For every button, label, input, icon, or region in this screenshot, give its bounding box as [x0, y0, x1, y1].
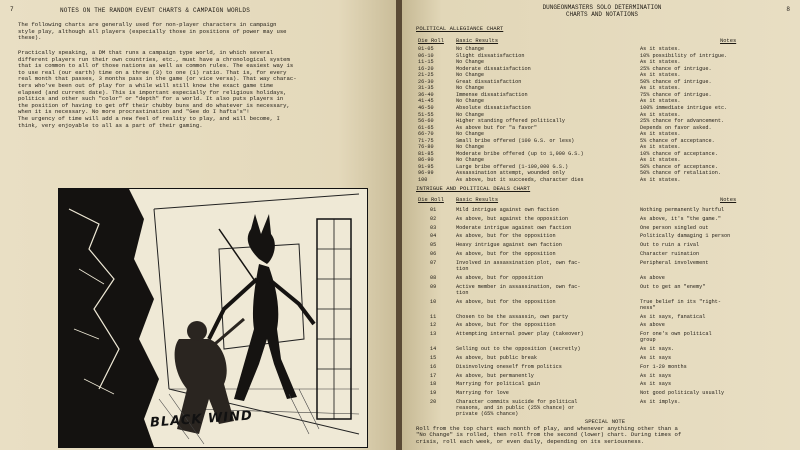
table-row — [416, 364, 794, 370]
table-row — [416, 390, 794, 396]
table-row — [416, 164, 794, 170]
notes-cell: 50% chance of retaliation. — [640, 170, 721, 177]
notes-cell: 50% chance of acceptance. — [640, 163, 718, 170]
text-line: crisis, roll each week, or even daily, depending on its seriousness. — [416, 437, 645, 445]
result-cell: As above but for "a favor" — [456, 124, 537, 131]
column-header: Notes — [720, 38, 737, 44]
die-roll-cell: 19 — [430, 390, 437, 397]
die-roll-cell: 41-45 — [418, 98, 434, 105]
text-line: The urgency of time will add a new feel of reality to play, and will become, I — [18, 114, 280, 122]
text-line: elapsed (and current date). This is important especially for religious holidays, — [18, 88, 287, 96]
result-cell: No Change — [456, 131, 485, 138]
notes-cell: As it says — [640, 355, 672, 361]
result-cell: No Change — [456, 111, 485, 118]
notes-cell: As above — [640, 274, 665, 281]
table-row — [416, 216, 794, 222]
notes-cell: 25% chance of intrigue. — [640, 65, 712, 72]
notes-cell: As it states. — [640, 98, 681, 105]
die-roll-cell: 11 — [430, 313, 437, 320]
result-cell: No Change — [456, 72, 485, 79]
result-cell: Character commits suicide for political reasons, and in public (25% chance) or private (65% chance) — [456, 399, 578, 418]
die-roll-cell: 66-70 — [418, 131, 434, 138]
die-roll-cell: 21-25 — [418, 72, 434, 79]
notes-cell: As it states. — [640, 144, 681, 151]
die-roll-cell: 61-65 — [418, 124, 434, 131]
campaign-paragraph — [18, 50, 378, 129]
die-roll-cell: 01-05 — [418, 46, 434, 52]
notes-cell: As it says, fanatical — [640, 313, 706, 320]
die-roll-cell: 14 — [430, 346, 437, 353]
table-row — [416, 275, 794, 281]
notes-cell: Nothing permanently hurtful — [640, 207, 725, 213]
result-cell: As above, but for the opposition — [456, 233, 556, 240]
table-row — [416, 138, 794, 144]
notes-cell: As it says — [640, 381, 672, 388]
table-row — [416, 118, 794, 124]
result-cell: No Change — [456, 144, 485, 151]
illustration-caption: BLACK WIND — [149, 408, 254, 431]
notes-cell: As it says. — [640, 346, 675, 353]
table-row — [416, 59, 794, 65]
result-cell: No Change — [456, 157, 485, 164]
result-cell: Active member in assassination, own fac- tion — [456, 283, 581, 296]
notes-cell: As above, it's "the game." — [640, 215, 721, 222]
die-roll-cell: 51-55 — [418, 111, 434, 118]
result-cell: Moderate intrigue against own faction — [456, 224, 572, 231]
notes-cell: For one's own political group — [640, 331, 712, 344]
notes-cell: 75% chance of intrigue. — [640, 91, 712, 98]
notes-cell: As it states. — [640, 131, 681, 138]
column-header: Die Roll — [418, 38, 444, 44]
result-cell: No Change — [456, 85, 485, 92]
text-line: Roll from the top chart each month of play, and whenever anything other than a — [416, 424, 678, 432]
result-cell: Large bribe offered (1-100,000 G.S.) — [456, 163, 569, 170]
notes-cell: As it states. — [640, 85, 681, 92]
notes-cell: As it implys. — [640, 399, 681, 405]
text-line: real month that passes, 3 months pass in the game (or vice versa). That way charac- — [18, 75, 297, 83]
table-row — [416, 251, 794, 257]
chart-title: INTRIGUE AND POLITICAL DEALS CHART — [416, 185, 531, 192]
page-number-left: 7 — [10, 6, 14, 13]
notes-cell: As it says — [640, 372, 672, 379]
illustration-black-wind — [58, 188, 368, 448]
table-row — [416, 112, 794, 118]
notes-cell: 25% chance for advancement. — [640, 118, 725, 125]
result-cell: No Change — [456, 98, 485, 105]
result-cell: Great dissatisfaction — [456, 78, 522, 85]
die-roll-cell: 10 — [430, 298, 437, 305]
result-cell: Disinvolving oneself from politics — [456, 363, 562, 370]
result-cell: Involved in assassination plot, own fac- tion — [456, 259, 581, 272]
notes-cell: 50% chance of intrigue. — [640, 78, 712, 85]
text-line: style play, although all players (especially those in positions of power may use — [18, 27, 287, 35]
table-row — [416, 177, 794, 183]
text-line: ters who've been out of play for a while will still know the exact game time — [18, 81, 274, 89]
text-line: these). — [18, 34, 42, 42]
column-header: Basic Results — [456, 38, 499, 44]
column-header: Die Roll — [418, 197, 444, 203]
table-row — [416, 157, 794, 163]
notes-cell: True belief in its "right- ness" — [640, 298, 721, 311]
table-row — [416, 207, 794, 213]
column-header: Notes — [720, 197, 737, 203]
table-row — [416, 46, 794, 52]
table-row — [416, 105, 794, 111]
table-row — [416, 151, 794, 157]
notes-cell: As it states. — [640, 59, 681, 66]
result-cell: Chosen to be the assassin, own party — [456, 313, 569, 320]
table-row — [416, 373, 794, 379]
notes-cell: As it states. — [640, 46, 681, 52]
die-roll-cell: 71-75 — [418, 137, 434, 144]
result-cell: Mild intrigue against own faction — [456, 207, 559, 213]
table-row — [416, 125, 794, 131]
die-roll-cell: 11-15 — [418, 59, 434, 66]
table-row — [416, 66, 794, 72]
text-line: to use real (our earth) time on a three (3) to one (1) ratio. That is, for every — [18, 68, 287, 76]
die-roll-cell: 100 — [418, 177, 428, 183]
chart-title: POLITICAL ALLEGIANCE CHART — [416, 25, 504, 32]
die-roll-cell: 05 — [430, 242, 437, 249]
text-line: that is common to all of those nations as well as common rules. The easiest way is — [18, 62, 294, 70]
text-line: think, very enjoyable to all as a part of their gaming. — [18, 121, 203, 129]
die-roll-cell: 91-95 — [418, 163, 434, 170]
notes-cell: 10% possibility of intrigue. — [640, 52, 728, 59]
notes-cell: 5% chance of acceptance. — [640, 137, 715, 144]
table-row — [416, 225, 794, 231]
notes-cell: Out to get an "enemy" — [640, 283, 706, 290]
result-cell: As above, but it succeeds, character dies — [456, 177, 584, 183]
die-roll-cell: 36-40 — [418, 91, 434, 98]
table-row — [416, 131, 794, 137]
notes-cell: Not good politicaly usually — [640, 390, 725, 397]
die-roll-cell: 18 — [430, 381, 437, 388]
table-row — [416, 170, 794, 176]
table-row — [416, 98, 794, 104]
die-roll-cell: 08 — [430, 274, 437, 281]
die-roll-cell: 31-35 — [418, 85, 434, 92]
text-line: when it is necessary. No more procrastination and "Gee do I hafta's"! — [18, 108, 250, 116]
table-row — [416, 346, 794, 352]
left-page — [0, 0, 398, 450]
result-cell: Absolute dissatisfaction — [456, 104, 531, 111]
notes-cell: Depends on favor asked. — [640, 124, 712, 131]
result-cell: As above, but permanently — [456, 372, 534, 379]
result-cell: Heavy intrigue against own faction — [456, 242, 562, 249]
header-line: CHARTS AND NOTATIONS — [565, 11, 638, 18]
notes-cell: For 1-20 months — [640, 363, 687, 370]
result-cell: Marrying for political gain — [456, 381, 541, 388]
table-row — [416, 85, 794, 91]
result-cell: As above, but for the opposition — [456, 298, 556, 305]
die-roll-cell: 13 — [430, 331, 437, 338]
table-row — [416, 284, 794, 296]
table-row — [416, 233, 794, 239]
notes-cell: Character ruination — [640, 251, 700, 257]
table-row — [416, 322, 794, 328]
special-note-title: SPECIAL NOTE — [584, 418, 626, 425]
table-row — [416, 53, 794, 59]
left-page-header: NOTES ON THE RANDOM EVENT CHARTS & CAMPAIGN WORLDS — [60, 7, 251, 14]
text-line: "No Change" is rolled, then roll from the second (lower) chart. During times of — [416, 431, 682, 439]
die-roll-cell: 81-85 — [418, 150, 434, 157]
notes-cell: One person singled out — [640, 224, 709, 231]
result-cell: As above, but for opposition — [456, 274, 544, 281]
table-row — [416, 314, 794, 320]
result-cell: Attempting internal power play (takeover) — [456, 331, 584, 338]
result-cell: As above, but against the opposition — [456, 215, 569, 222]
result-cell: Small bribe offered (100 G.S. or less) — [456, 137, 575, 144]
result-cell: As above, but for the opposition — [456, 251, 556, 257]
notes-cell: 100% immediate intrigue etc. — [640, 104, 728, 111]
die-roll-cell: 02 — [430, 215, 437, 222]
die-roll-cell: 17 — [430, 372, 437, 379]
die-roll-cell: 56-60 — [418, 118, 434, 125]
die-roll-cell: 16-20 — [418, 65, 434, 72]
notes-cell: Out to ruin a rival — [640, 242, 700, 249]
right-page-header — [522, 4, 682, 18]
text-line: Practically speaking, a DM that runs a campaign type world, in which several — [18, 49, 274, 56]
die-roll-cell: 06 — [430, 251, 437, 257]
table-row — [416, 79, 794, 85]
illustration-icon — [59, 189, 367, 447]
die-roll-cell: 07 — [430, 259, 437, 266]
result-cell: As above, but for the opposition — [456, 322, 556, 329]
table-row — [416, 381, 794, 387]
result-cell: As above, but public break — [456, 355, 537, 361]
die-roll-cell: 26-30 — [418, 78, 434, 85]
die-roll-cell: 04 — [430, 233, 437, 240]
header-line: DUNGEONMASTERS SOLO DETERMINATION — [542, 4, 662, 11]
result-cell: Selling out to the opposition (secretly) — [456, 346, 581, 353]
text-line: different players run their own countries, etc., must have a chronological system — [18, 55, 290, 63]
table-row — [416, 331, 794, 343]
die-roll-cell: 76-80 — [418, 144, 434, 151]
notes-cell: As it states. — [640, 177, 681, 183]
text-line: politics and other such "color" or "depth" for a world. It also puts players in — [18, 95, 284, 103]
result-cell: Moderate bribe offered (up to 1,000 G.S.) — [456, 150, 584, 157]
die-roll-cell: 46-50 — [418, 104, 434, 111]
notes-cell: As it states. — [640, 157, 681, 164]
result-cell: No Change — [456, 46, 485, 52]
result-cell: Slight dissatisfaction — [456, 52, 525, 59]
table-row — [416, 260, 794, 272]
notes-cell: 10% chance of acceptance. — [640, 150, 718, 157]
special-note — [416, 419, 794, 445]
table-row — [416, 355, 794, 361]
page-number-right: 8 — [786, 6, 790, 13]
text-line: the position of having to get off their chubby buns and do whatever is necessary, — [18, 101, 290, 109]
notes-cell: As it states. — [640, 72, 681, 79]
die-roll-cell: 20 — [430, 399, 437, 405]
table-row — [416, 242, 794, 248]
die-roll-cell: 86-90 — [418, 157, 434, 164]
die-roll-cell: 01 — [430, 207, 437, 213]
table-row — [416, 399, 794, 418]
notes-cell: As it states. — [640, 111, 681, 118]
die-roll-cell: 12 — [430, 322, 437, 329]
table-row — [416, 144, 794, 150]
right-page — [402, 0, 800, 450]
text-line: The following charts are generally used for non-player characters in campaign — [18, 21, 277, 28]
die-roll-cell: 03 — [430, 224, 437, 231]
column-header: Basic Results — [456, 197, 499, 203]
die-roll-cell: 96-99 — [418, 170, 434, 177]
die-roll-cell: 16 — [430, 363, 437, 370]
result-cell: Immense dissatisfaction — [456, 91, 528, 98]
result-cell: Higher standing offered politically — [456, 118, 565, 125]
notes-cell: Politically damaging 1 person — [640, 233, 731, 240]
intro-paragraph — [18, 22, 378, 42]
notes-cell: Peripheral involvement — [640, 259, 709, 266]
result-cell: Assassination attempt, wounded only — [456, 170, 565, 177]
die-roll-cell: 06-10 — [418, 52, 434, 59]
die-roll-cell: 09 — [430, 283, 437, 290]
die-roll-cell: 15 — [430, 355, 437, 361]
notes-cell: As above — [640, 322, 665, 329]
result-cell: Marrying for love — [456, 390, 509, 397]
result-cell: No Change — [456, 59, 485, 66]
result-cell: Moderate dissatisfaction — [456, 65, 531, 72]
table-row — [416, 299, 794, 311]
table-row — [416, 72, 794, 78]
table-row — [416, 92, 794, 98]
